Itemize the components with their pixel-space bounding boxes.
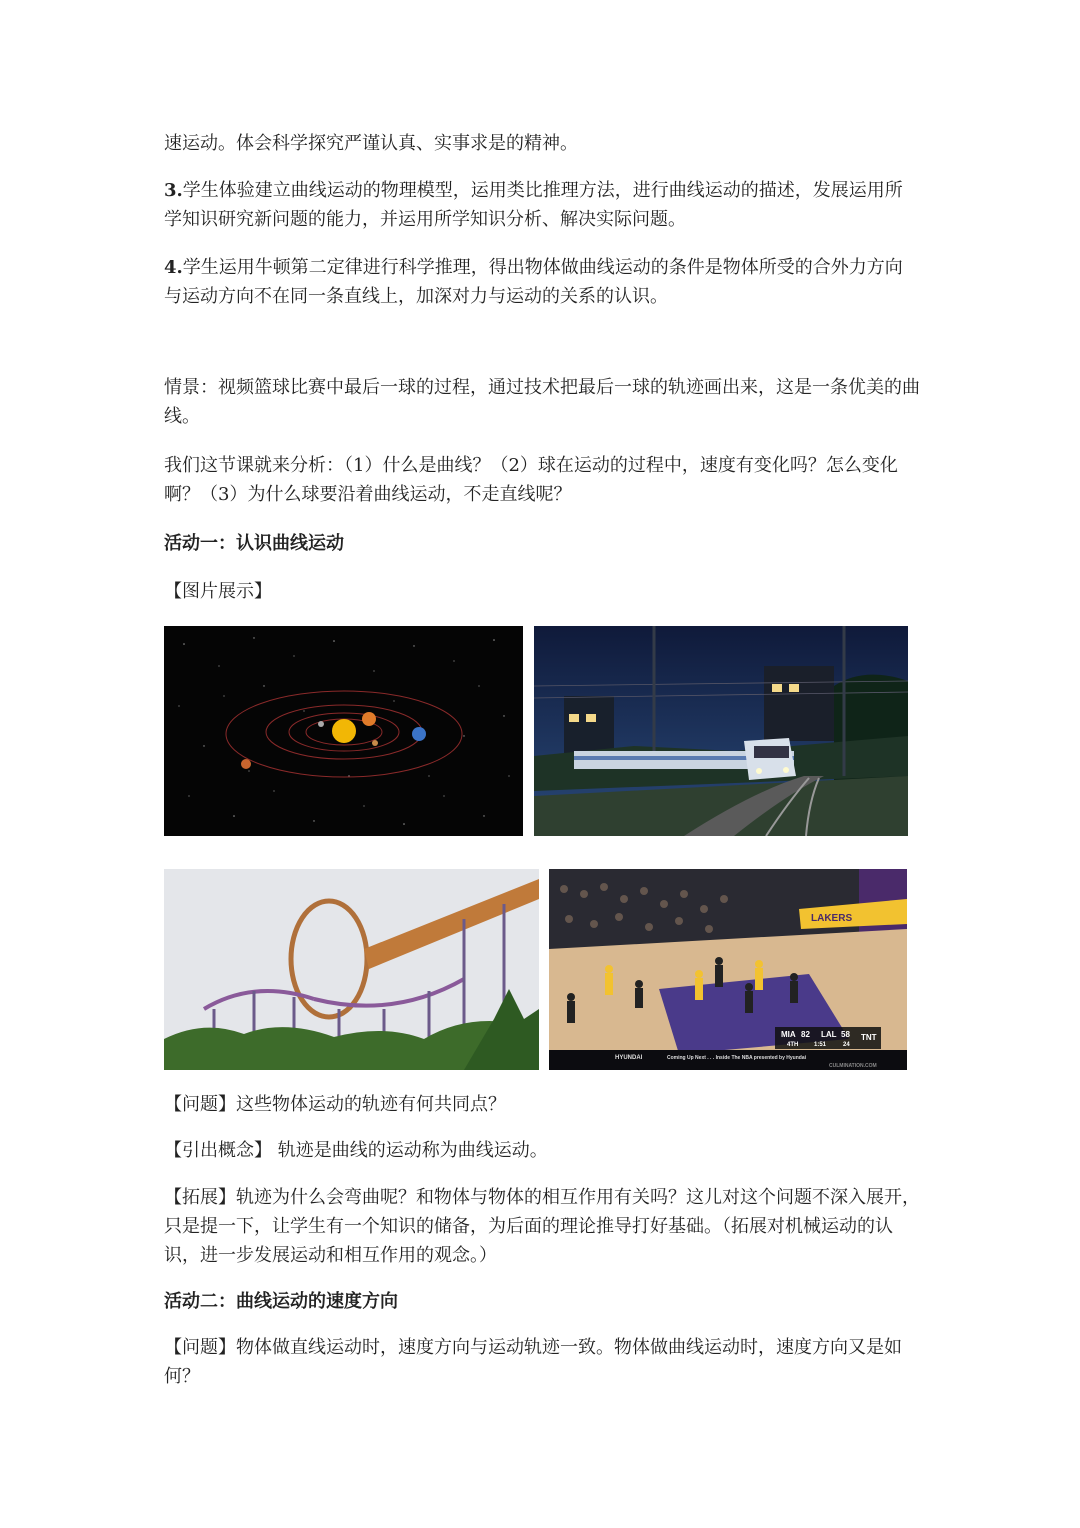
network-logo: TNT bbox=[861, 1033, 877, 1042]
picture-show-label: 【图片展示】 bbox=[164, 581, 272, 602]
paragraph-scenario: 情景：视频篮球比赛中最后一球的过程，通过技术把最后一球的轨迹画出来，这是一条优美的曲线。 bbox=[164, 377, 920, 427]
activity-2-heading: 活动二：曲线运动的速度方向 bbox=[164, 1291, 398, 1312]
paragraph-spirit: 速运动。体会科学探究严谨认真、实事求是的精神。 bbox=[164, 133, 578, 154]
team-1-name: MIA bbox=[781, 1030, 796, 1039]
concept-definition: 【引出概念】 轨迹是曲线的运动称为曲线运动。 bbox=[164, 1140, 548, 1161]
team-2-score: 58 bbox=[841, 1030, 850, 1039]
question-1: 【问题】这些物体运动的轨迹有何共同点？ bbox=[164, 1094, 506, 1115]
game-clock: 1:51 bbox=[814, 1042, 827, 1048]
court-lakers-text: LAKERS bbox=[811, 913, 853, 924]
paragraph-objective-3: 3.学生体验建立曲线运动的物理模型，运用类比推理方法，进行曲线运动的描述，发展运用所学知识研究新问题的能力，并运用所学知识分析、解决实际问题。 bbox=[164, 180, 903, 230]
sponsor-text: HYUNDAI bbox=[615, 1055, 643, 1061]
watermark-text: CULMINATION.COM bbox=[829, 1063, 877, 1069]
ticker-text: Coming Up Next . . . Inside The NBA presented by Hyundai bbox=[667, 1055, 806, 1061]
question-2: 【问题】物体做直线运动时，速度方向与运动轨迹一致。物体做曲线运动时，速度方向又是如何？ bbox=[164, 1337, 902, 1387]
solar-system-image bbox=[164, 626, 523, 836]
team-1-score: 82 bbox=[801, 1030, 810, 1039]
basketball-game-image bbox=[549, 869, 907, 1070]
paragraph-questions: 我们这节课就来分析：（1）什么是曲线？（2）球在运动的过程中，速度有变化吗？怎么变化啊？（3）为什么球要沿着曲线运动，不走直线呢？ bbox=[164, 455, 898, 505]
game-quarter: 4TH bbox=[787, 1042, 799, 1048]
roller-coaster-image bbox=[164, 869, 539, 1070]
extension-paragraph: 【拓展】轨迹为什么会弯曲呢？和物体与物体的相互作用有关吗？这儿对这个问题不深入展开，只是提一下，让学生有一个知识的储备，为后面的理论推导打好基础。（拓展对机械运动的认识，进一步发展运动和相互作用的观念。） bbox=[164, 1187, 920, 1266]
paragraph-objective-4: 4.学生运用牛顿第二定律进行科学推理，得出物体做曲线运动的条件是物体所受的合外力方向与运动方向不在同一条直线上，加深对力与运动的关系的认识。 bbox=[164, 257, 903, 307]
train-image bbox=[534, 626, 908, 836]
shot-clock: 24 bbox=[843, 1042, 850, 1048]
team-2-name: LAL bbox=[821, 1030, 837, 1039]
activity-1-heading: 活动一：认识曲线运动 bbox=[164, 533, 344, 554]
